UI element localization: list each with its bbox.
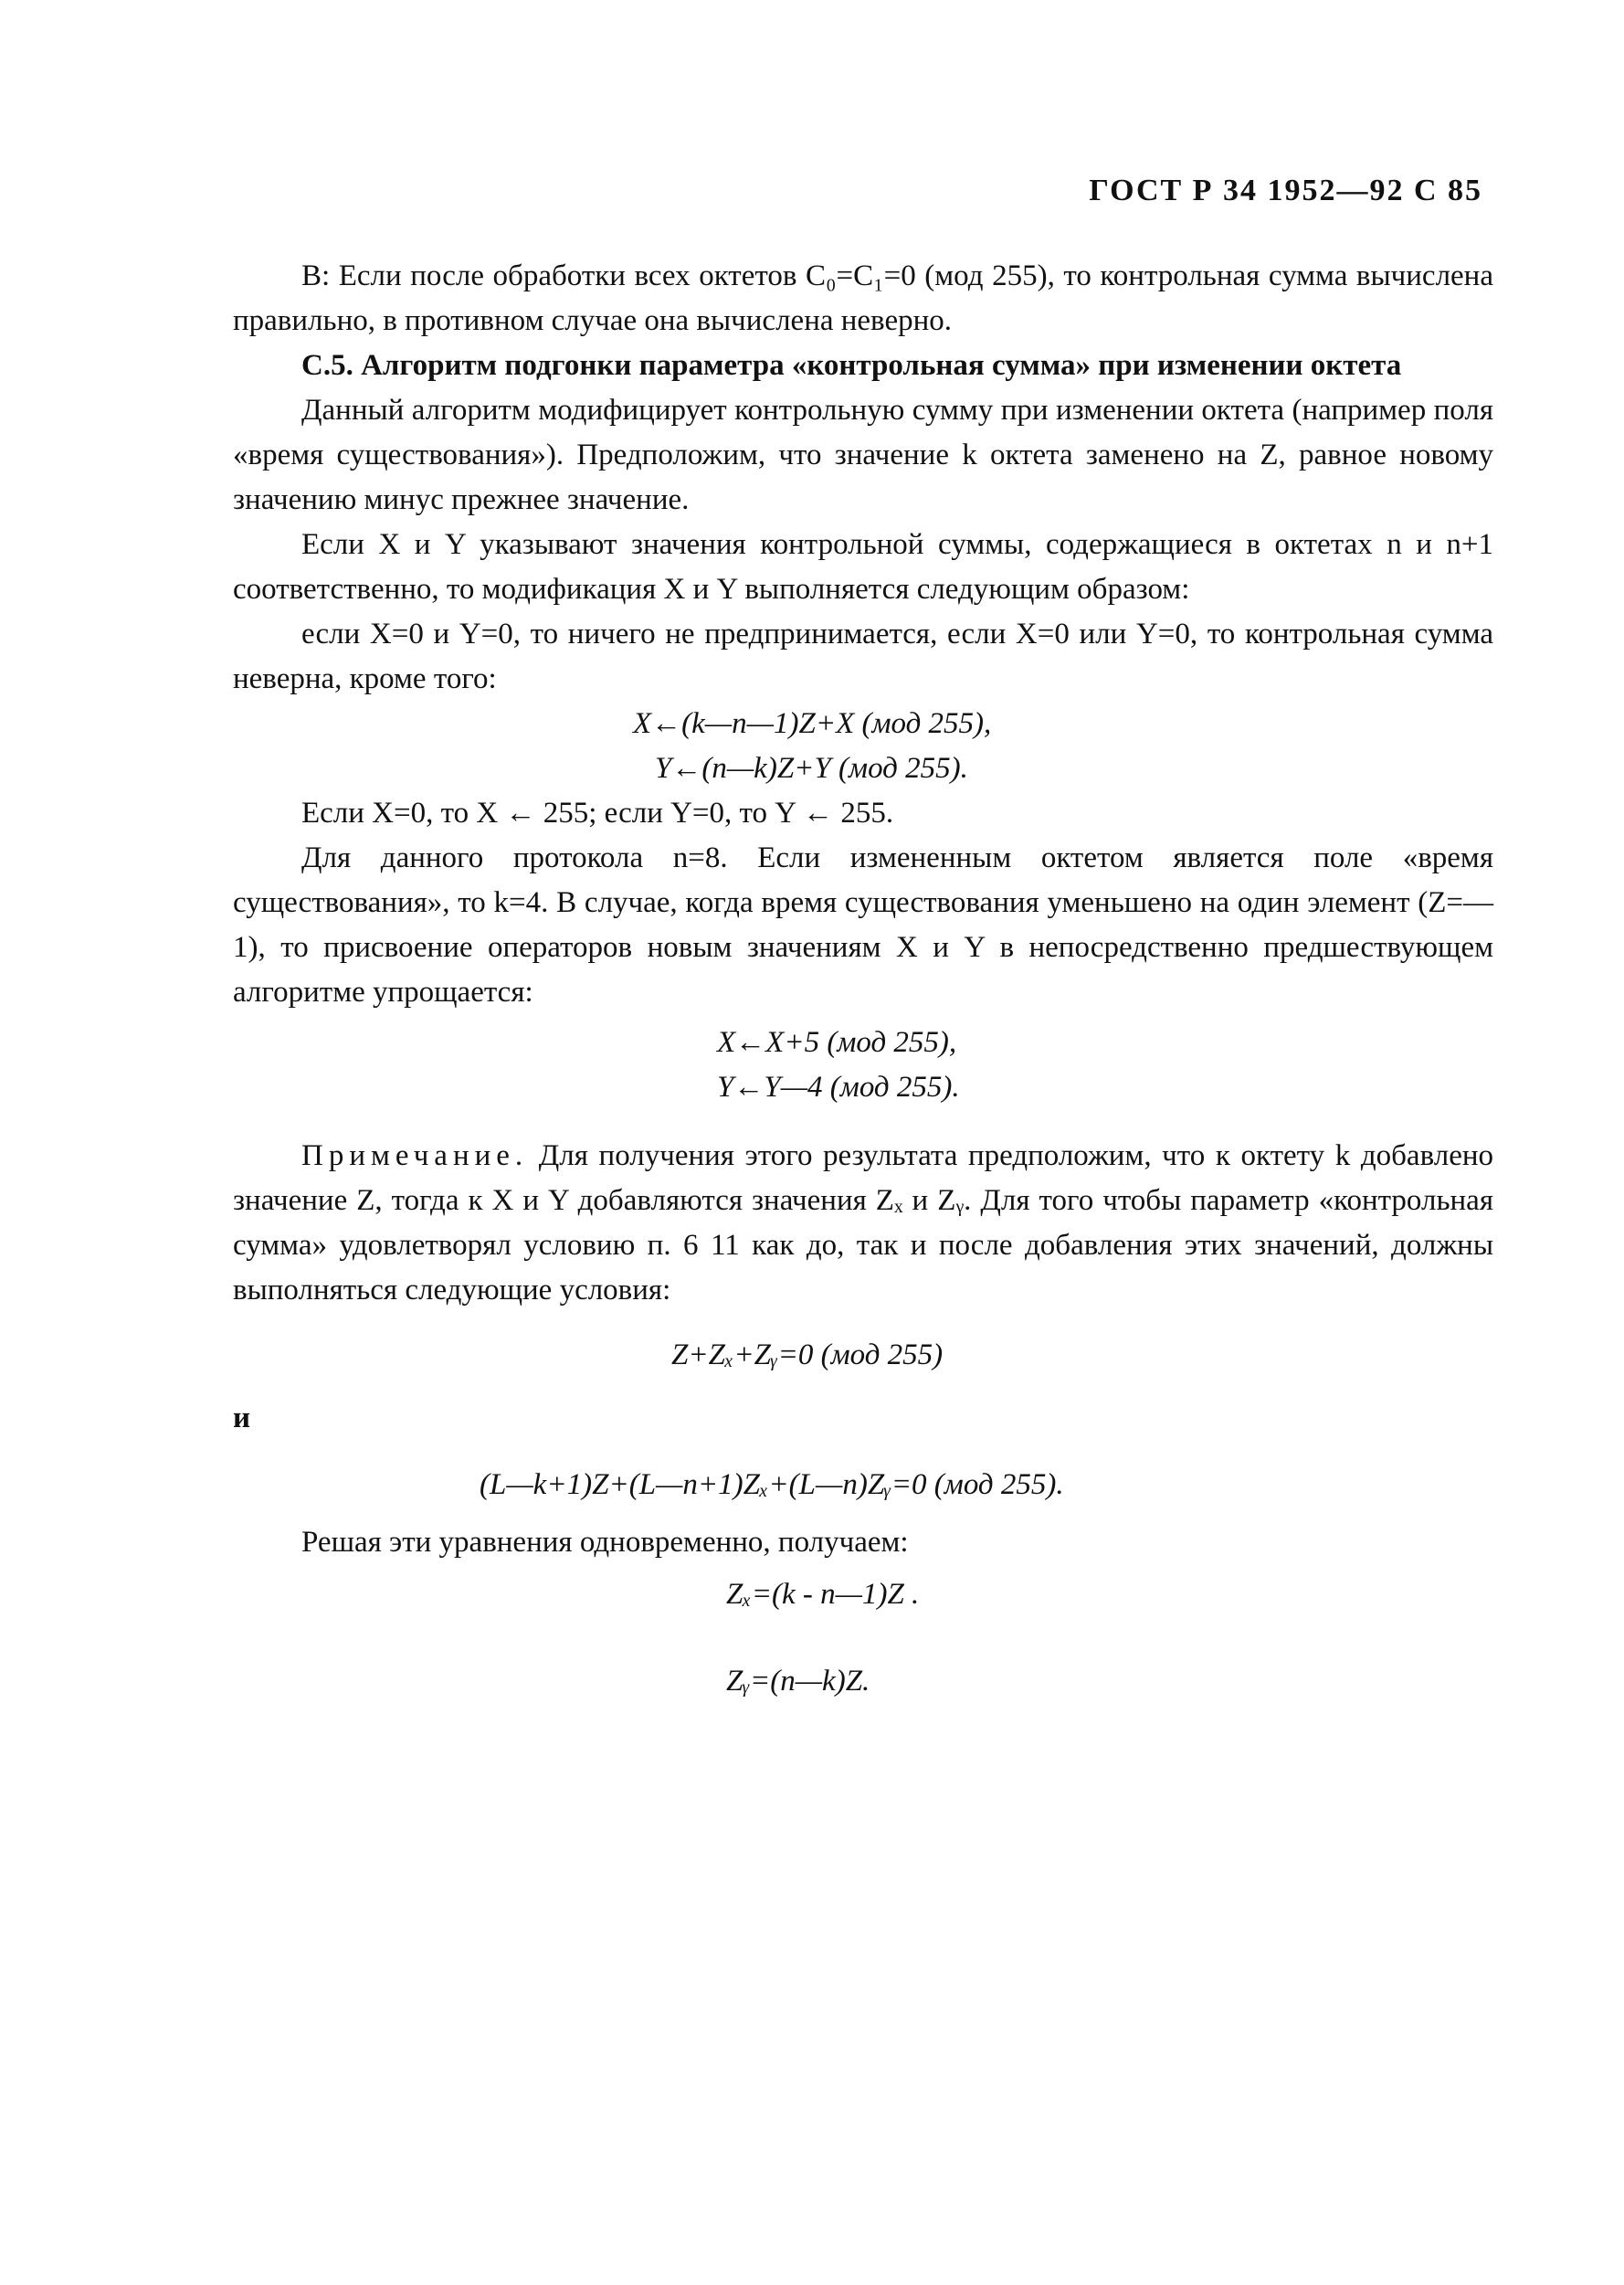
equation-6: (L—k+1)Z+(L—n+1)Zₓ+(L—n)Zᵧ=0 (мод 255). bbox=[480, 1468, 1064, 1501]
paragraph-5: Для данного протокола n=8. Если измененным октетом является поле «время существования», то k=4. В случае, когда время существования уменьшено на один элемент (Z=—1), то присвоение операторов новым значениям X и Y в непосредственно предшествующем алгоритме упрощается: bbox=[233, 841, 1493, 1009]
note-label: Примечание. bbox=[301, 1139, 529, 1172]
equation-8: Zᵧ=(n—k)Z. bbox=[726, 1665, 870, 1698]
paragraph-4: Если X=0, то X ← 255; если Y=0, то Y ← 255. bbox=[301, 797, 894, 830]
paragraph-1: Данный алгоритм модифицирует контрольную сумму при изменении октета (например поля «время существования»). Предположим, что значение k октета заменено на Z, равное новому значению минус прежнее значение. bbox=[233, 394, 1493, 516]
conjunction-and: и bbox=[233, 1402, 251, 1434]
equation-4: Y←Y—4 (мод 255). bbox=[717, 1071, 960, 1104]
equation-3: X←X+5 (мод 255), bbox=[717, 1026, 957, 1059]
equation-7: Zₓ=(k - n—1)Z . bbox=[726, 1578, 920, 1611]
page-header: ГОСТ Р 34 1952—92 С 85 bbox=[1089, 174, 1482, 207]
equation-2: Y←(n—k)Z+Y (мод 255). bbox=[655, 752, 968, 785]
paragraph-b: В: Если после обработки всех октетов C₀=C₁=0 (мод 255), то контрольная сумма вычислена правильно, в противном случае она вычислена неверно. bbox=[233, 259, 1493, 337]
paragraph-6: Решая эти уравнения одновременно, получаем: bbox=[301, 1526, 909, 1559]
note-text: Для получения этого результата предположим, что к октету k добавлено значение Z, тогда к X и Y добавляются значения Zₓ и Zᵧ. Для того чтобы параметр «контрольная сумма» удовлетворял условию п. 6 11 как до, так и после добавления этих значений, должны выполняться следующие условия: bbox=[233, 1139, 1493, 1306]
note bbox=[233, 1134, 1493, 1313]
paragraph-2: Если X и Y указывают значения контрольной суммы, содержащиеся в октетах n и n+1 соответственно, то модификация X и Y выполняется следующим образом: bbox=[233, 528, 1493, 606]
equation-1: X←(k—n—1)Z+X (мод 255), bbox=[633, 707, 992, 740]
equation-5: Z+Zₓ+Zᵧ=0 (мод 255) bbox=[671, 1338, 944, 1371]
section-title: С.5. Алгоритм подгонки параметра «контрольная сумма» при изменении октета bbox=[301, 349, 1402, 382]
page-body bbox=[233, 254, 1493, 1704]
paragraph-3: если X=0 и Y=0, то ничего не предпринимается, если X=0 или Y=0, то контрольная сумма неверна, кроме того: bbox=[233, 618, 1493, 695]
